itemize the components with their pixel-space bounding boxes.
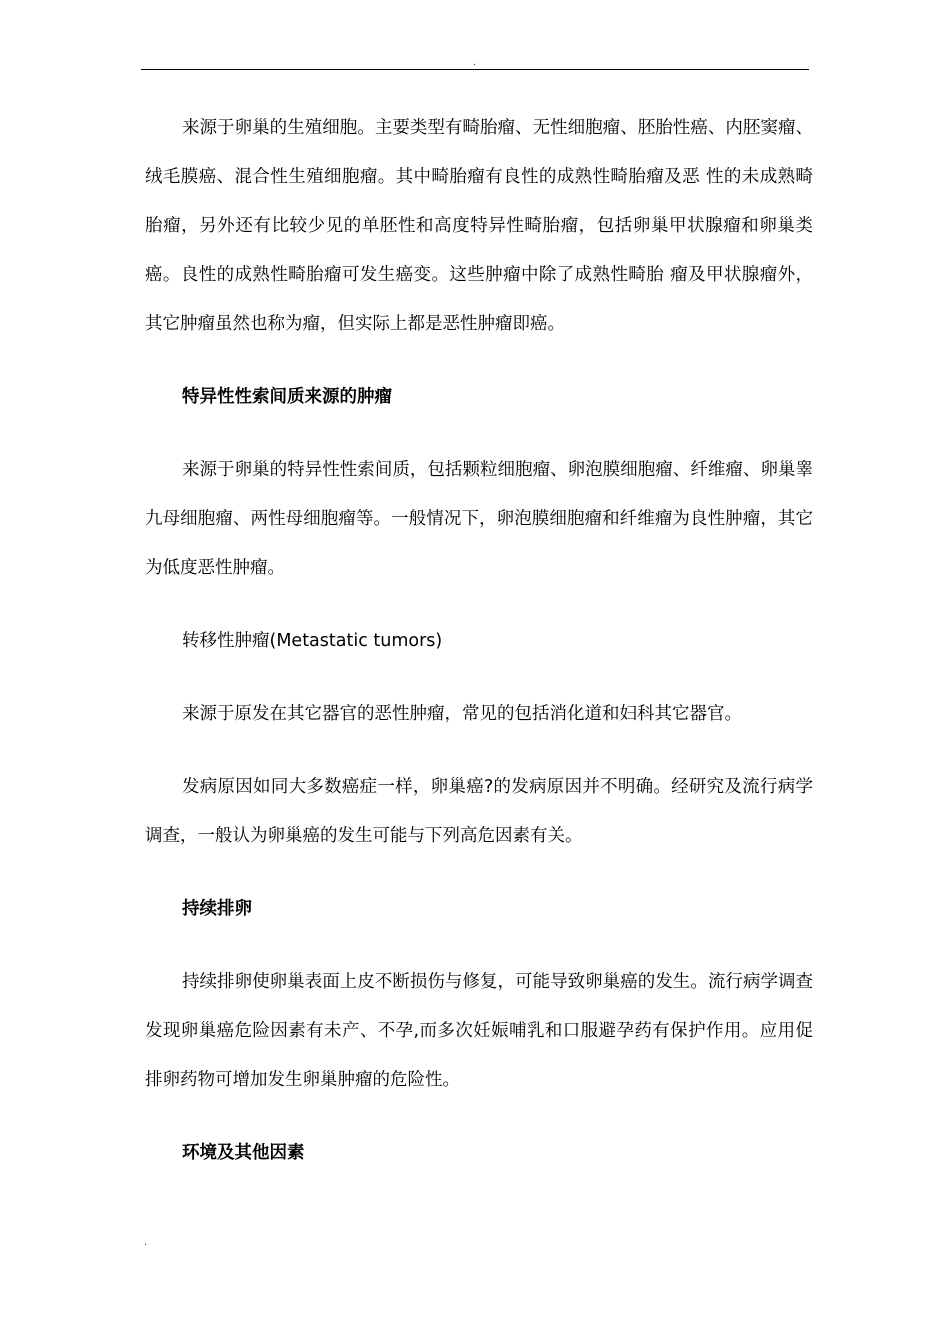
- paragraph-sex-cord-stromal: 来源于卵巢的特异性性索间质，包括颗粒细胞瘤、卵泡膜细胞瘤、纤维瘤、卵巢睾九母细胞瘤、两性母细胞瘤等。一般情况下，卵泡膜细胞瘤和纤维瘤为良性肿瘤，其它为低度恶性肿瘤。: [145, 460, 813, 578]
- heading-environment-factors: 环境及其他因素: [182, 1143, 305, 1163]
- paragraph-germ-cell-tumors: 来源于卵巢的生殖细胞。主要类型有畸胎瘤、无性细胞瘤、胚胎性癌、内胚窦瘤、绒毛膜癌、混合性生殖细胞瘤。其中畸胎瘤有良性的成熟性畸胎瘤及恶 性的未成熟畸胎瘤，另外还有比较少见的单胚性和高度特异性畸胎瘤，包括卵巢甲状腺瘤和卵巢类癌。良性的成熟性畸胎瘤可发生癌变。这些肿瘤中除了成熟性畸胎 瘤及甲状腺瘤外，其它肿瘤虽然也称为瘤，但实际上都是恶性肿瘤即癌。: [145, 118, 813, 334]
- footer-mark: .: [144, 1237, 148, 1248]
- heading-sex-cord-stromal: 特异性性索间质来源的肿瘤: [182, 387, 392, 407]
- header-mark: .: [473, 57, 477, 68]
- document-body: [145, 104, 813, 1202]
- heading-metastatic-tumors: 转移性肿瘤(Metastatic tumors): [182, 631, 443, 651]
- header-rule: [141, 69, 809, 70]
- heading-continuous-ovulation: 持续排卵: [182, 899, 252, 919]
- paragraph-metastatic-origin: 来源于原发在其它器官的恶性肿瘤，常见的包括消化道和妇科其它器官。: [182, 704, 742, 724]
- paragraph-etiology: 发病原因如同大多数癌症一样，卵巢癌?的发病原因并不明确。经研究及流行病学调查，一般认为卵巢癌的发生可能与下列高危因素有关。: [145, 777, 813, 846]
- paragraph-continuous-ovulation: 持续排卵使卵巢表面上皮不断损伤与修复，可能导致卵巢癌的发生。流行病学调查发现卵巢癌危险因素有未产、不孕,而多次妊娠哺乳和口服避孕药有保护作用。应用促排卵药物可增加发生卵巢肿瘤的危险性。: [145, 972, 813, 1090]
